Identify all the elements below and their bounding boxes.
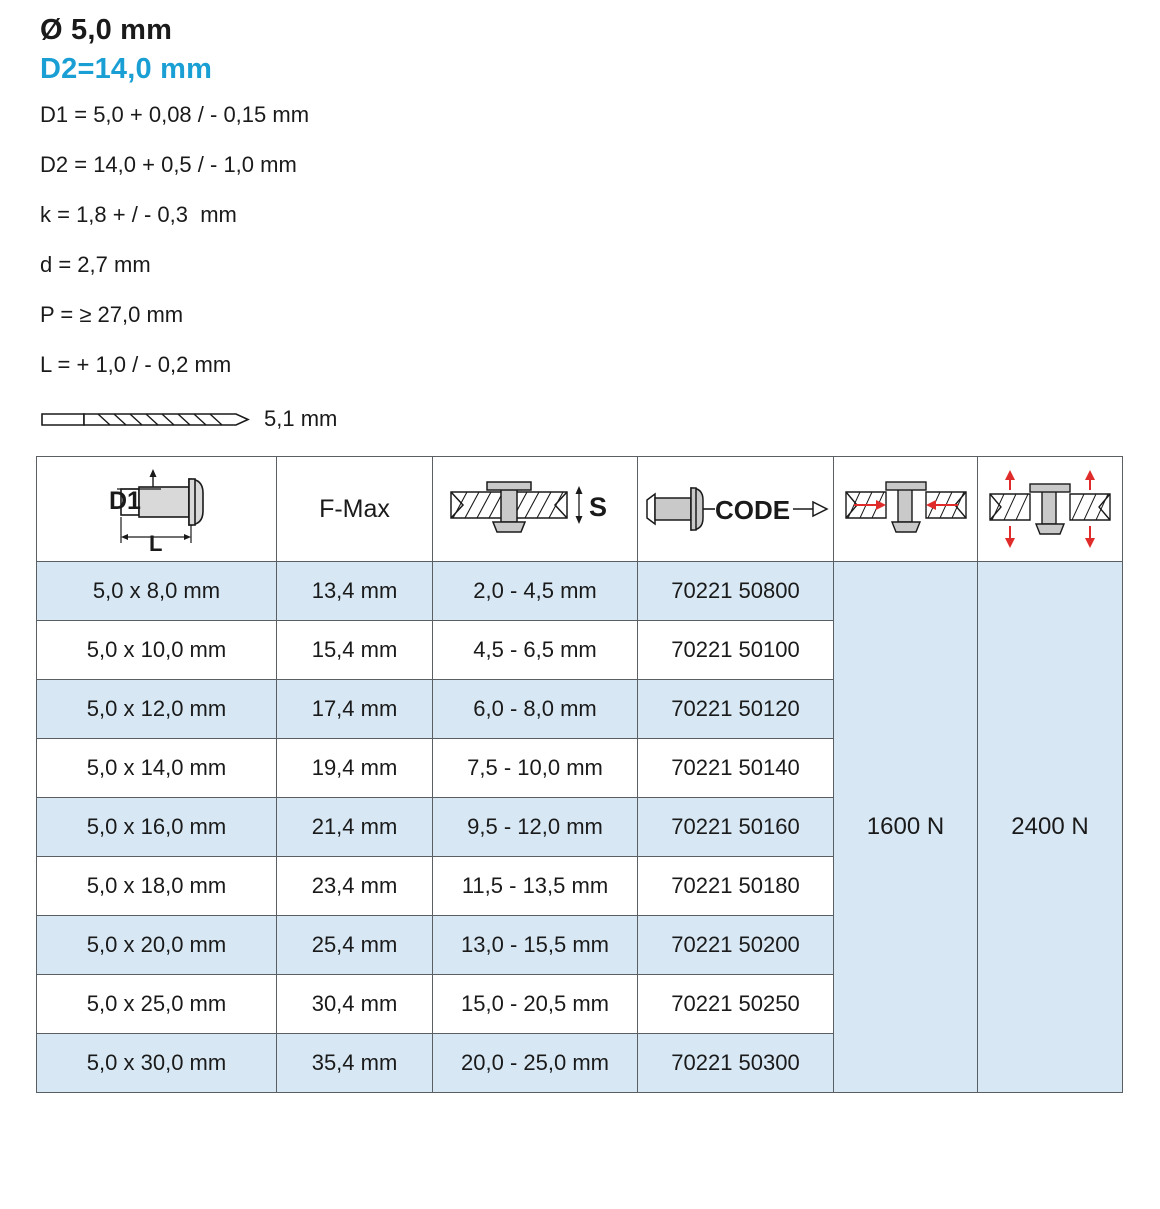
cell-fmax: 15,4 mm	[277, 621, 433, 680]
cell-code: 70221 50100	[638, 621, 834, 680]
svg-text:D1: D1	[108, 487, 141, 515]
cell-dimension: 5,0 x 8,0 mm	[37, 562, 277, 621]
rivet-specification-table	[36, 456, 1123, 1093]
spec-line-p: P = ≥ 27,0 mm	[40, 302, 184, 327]
cell-code: 70221 50160	[638, 798, 834, 857]
drill-size-row	[40, 404, 1124, 434]
cell-dimension: 5,0 x 16,0 mm	[37, 798, 277, 857]
cell-shear-strength: 1600 N	[834, 562, 978, 1093]
drill-bit-icon	[40, 406, 250, 432]
cell-code: 70221 50800	[638, 562, 834, 621]
page-subtitle: D2=14,0 mm	[40, 53, 213, 85]
cell-code: 70221 50120	[638, 680, 834, 739]
cell-dimension: 5,0 x 10,0 mm	[37, 621, 277, 680]
cell-fmax: 23,4 mm	[277, 857, 433, 916]
table-body	[37, 562, 1123, 1093]
cell-tensile-strength: 2400 N	[978, 562, 1123, 1093]
header-code-diagram	[638, 457, 834, 562]
cell-code: 70221 50250	[638, 975, 834, 1034]
header-fmax	[277, 457, 433, 562]
cell-fmax: 25,4 mm	[277, 916, 433, 975]
cell-clamp: 9,5 - 12,0 mm	[433, 798, 638, 857]
cell-code: 70221 50140	[638, 739, 834, 798]
header-clamp-range-diagram	[433, 457, 638, 562]
cell-clamp: 4,5 - 6,5 mm	[433, 621, 638, 680]
cell-fmax: 17,4 mm	[277, 680, 433, 739]
header-shear-strength-diagram	[834, 457, 978, 562]
header-tensile-strength-diagram	[978, 457, 1123, 562]
cell-dimension: 5,0 x 18,0 mm	[37, 857, 277, 916]
cell-fmax: 21,4 mm	[277, 798, 433, 857]
spec-line-l: L = + 1,0 / - 0,2 mm	[40, 352, 232, 377]
spec-line-d: d = 2,7 mm	[40, 252, 151, 277]
cell-code: 70221 50200	[638, 916, 834, 975]
cell-dimension: 5,0 x 20,0 mm	[37, 916, 277, 975]
specification-list	[40, 104, 1124, 376]
cell-fmax: 19,4 mm	[277, 739, 433, 798]
cell-clamp: 13,0 - 15,5 mm	[433, 916, 638, 975]
cell-fmax: 35,4 mm	[277, 1034, 433, 1093]
header-fmax-label: F-Max	[319, 494, 390, 523]
cell-code: 70221 50180	[638, 857, 834, 916]
header-dimension-diagram	[37, 457, 277, 562]
table-header-row	[37, 457, 1123, 562]
table-row	[37, 562, 1123, 621]
drill-size-label: 5,1 mm	[264, 406, 338, 431]
cell-clamp: 20,0 - 25,0 mm	[433, 1034, 638, 1093]
cell-code: 70221 50300	[638, 1034, 834, 1093]
cell-dimension: 5,0 x 14,0 mm	[37, 739, 277, 798]
page-title: Ø 5,0 mm	[40, 14, 173, 46]
cell-fmax: 13,4 mm	[277, 562, 433, 621]
cell-clamp: 15,0 - 20,5 mm	[433, 975, 638, 1034]
cell-clamp: 7,5 - 10,0 mm	[433, 739, 638, 798]
header-clamp-label: S	[589, 492, 608, 522]
spec-line-d1: D1 = 5,0 + 0,08 / - 0,15 mm	[40, 102, 310, 127]
cell-dimension: 5,0 x 25,0 mm	[37, 975, 277, 1034]
spec-line-d2: D2 = 14,0 + 0,5 / - 1,0 mm	[40, 152, 297, 177]
spec-line-k: k = 1,8 + / - 0,3 mm	[40, 202, 237, 227]
header-code-label: CODE	[714, 495, 790, 525]
cell-dimension: 5,0 x 12,0 mm	[37, 680, 277, 739]
cell-clamp: 2,0 - 4,5 mm	[433, 562, 638, 621]
cell-fmax: 30,4 mm	[277, 975, 433, 1034]
cell-clamp: 11,5 - 13,5 mm	[433, 857, 638, 916]
cell-dimension: 5,0 x 30,0 mm	[37, 1034, 277, 1093]
svg-text:L: L	[148, 531, 162, 553]
cell-clamp: 6,0 - 8,0 mm	[433, 680, 638, 739]
